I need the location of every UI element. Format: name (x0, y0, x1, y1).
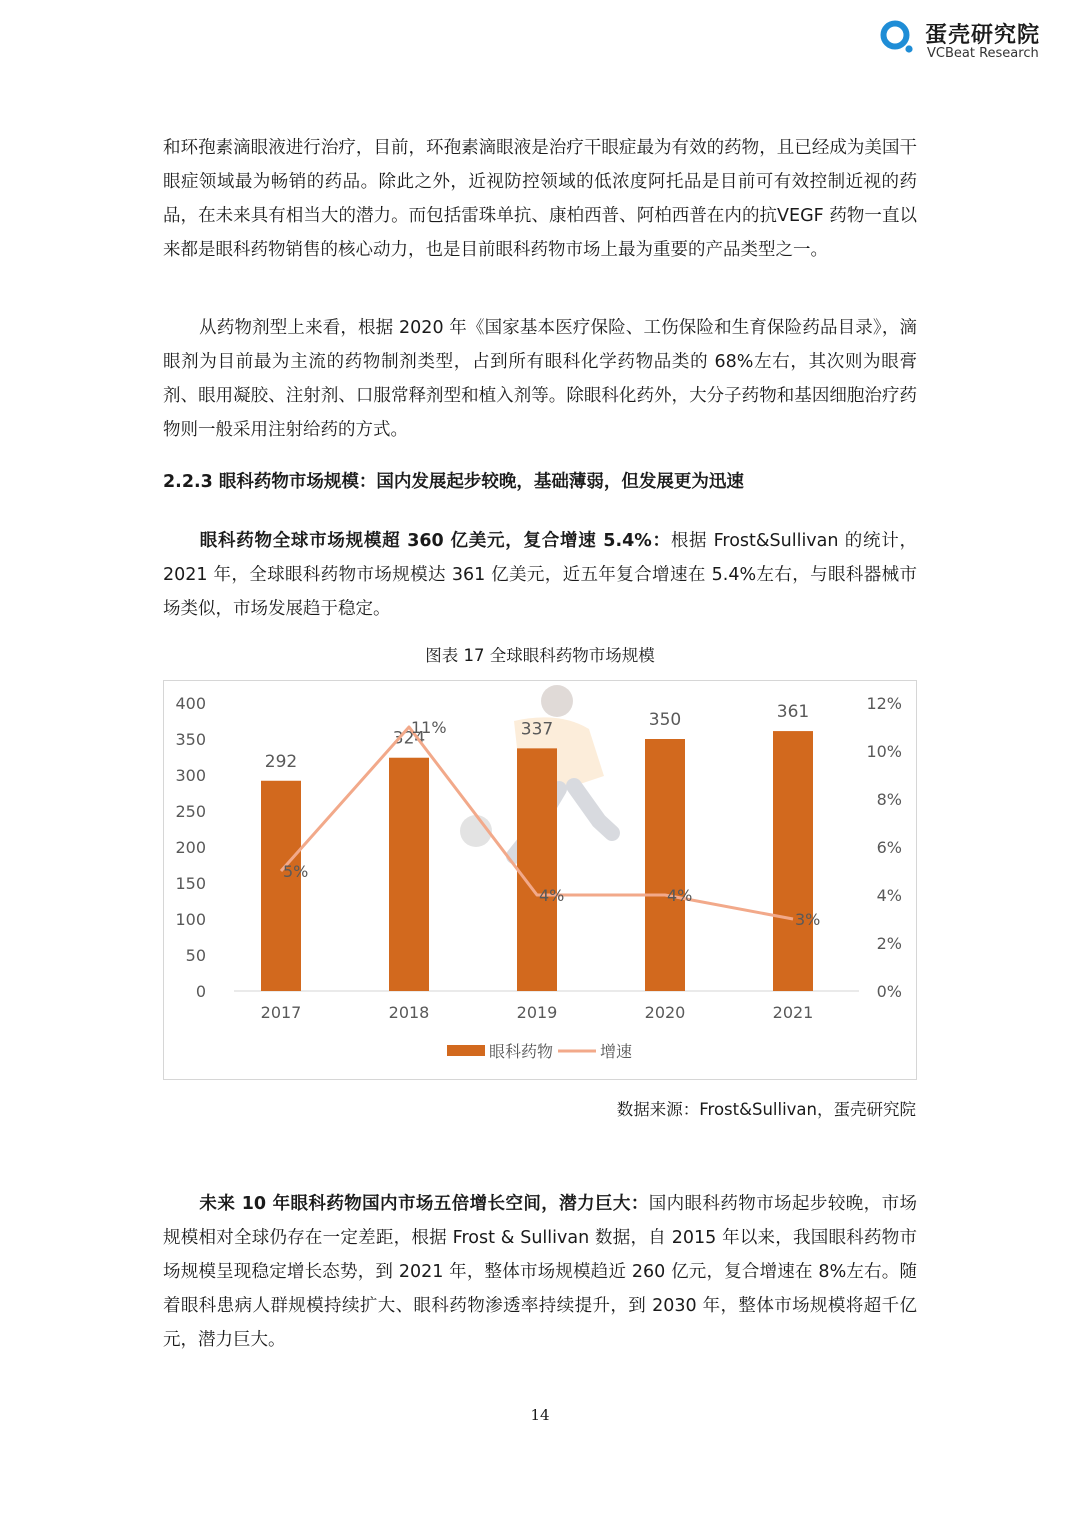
paragraph-3-lead: 眼科药物全球市场规模超 360 亿美元，复合增速 5.4%： (199, 531, 671, 551)
line-label-2017: 5% (283, 862, 309, 881)
legend-swatch-bar (447, 1045, 485, 1056)
paragraph-2-text: 从药物剂型上来看，根据 2020 年《国家基本医疗保险、工伤保险和生育保险药品目录》，滴眼剂为目前最为主流的药物制剂类型，占到所有眼科化学药物品类的 68%左右，其次则为眼膏剂、眼用凝胶、注射剂、口服常释剂型和植入剂等。除眼科化药外，大分子药物和基因细胞治疗药物则一般采用注射给药的方式。 (163, 318, 917, 440)
paragraph-3 (163, 524, 917, 626)
line-label-2021: 3% (795, 910, 821, 929)
paragraph-4 (163, 1187, 917, 1357)
paragraph-3-text: 根据 Frost&Sullivan 的统计，2021 年，全球眼科药物市场规模达 361 亿美元，近五年复合增速在 5.4%左右，与眼科器械市场类似，市场发展趋于稳定。 (163, 531, 917, 619)
figure-caption: 图表 17 全球眼科药物市场规模 (425, 646, 655, 665)
logo (880, 16, 1060, 64)
bar-label-2018: 324 (392, 728, 426, 749)
line-label-2018: 11% (411, 718, 447, 737)
y-right-tick-10pct: 10% (866, 742, 902, 761)
bar-2017 (261, 781, 301, 991)
section-heading: 2.2.3 眼科药物市场规模：国内发展起步较晚，基础薄弱，但发展更为迅速 (163, 472, 744, 492)
legend-label-bar: 眼科药物 (489, 1042, 554, 1061)
bar-2020 (645, 739, 685, 991)
x-tick-2021: 2021 (772, 1003, 814, 1022)
line-label-2019: 4% (539, 886, 565, 905)
paragraph-2 (163, 311, 917, 447)
paragraph-4-lead: 未来 10 年眼科药物国内市场五倍增长空间，潜力巨大： (199, 1194, 649, 1214)
y-left-tick-50: 50 (185, 946, 206, 965)
y-left-tick-250: 250 (175, 802, 206, 821)
bar-label-2019: 337 (520, 719, 554, 740)
y-right-tick-12pct: 12% (866, 694, 902, 713)
bar-label-2021: 361 (776, 702, 810, 723)
logo-text-cn: 蛋壳研究院 (925, 23, 1041, 48)
y-left-tick-400: 400 (175, 694, 206, 713)
paragraph-4-text: 国内眼科药物市场起步较晚，市场规模相对全球仍存在一定差距，根据 Frost & Sullivan 数据，自 2015 年以来，我国眼科药物市场规模呈现稳定增长态势，到 2021 年，整体市场规模趋近 260 亿元，复合增速在 8%左右。随着眼科患病人群规模持续扩大、眼科药物渗透率持续提升，到 2030 年，整体市场规模将超千亿元，潜力巨大。 (163, 1194, 917, 1350)
bar-2021 (773, 731, 813, 991)
logo-egg-icon (880, 20, 914, 54)
x-tick-2020: 2020 (644, 1003, 686, 1022)
y-left-tick-100: 100 (175, 910, 206, 929)
chart-frame (163, 680, 917, 1080)
x-tick-2019: 2019 (516, 1003, 558, 1022)
line-label-2020: 4% (667, 886, 693, 905)
x-tick-2017: 2017 (260, 1003, 302, 1022)
chart-legend (447, 1042, 632, 1061)
y-left-tick-200: 200 (175, 838, 206, 857)
y-left-tick-300: 300 (175, 766, 206, 785)
y-right-tick-4pct: 4% (876, 886, 902, 905)
bar-2018 (389, 758, 429, 991)
page-number: 14 (530, 1406, 550, 1424)
bar-label-2020: 350 (648, 710, 682, 730)
y-left-tick-150: 150 (175, 874, 206, 893)
logo-text-en: VCBeat Research (927, 46, 1039, 61)
y-right-tick-2pct: 2% (876, 934, 902, 953)
paragraph-1: 和环孢素滴眼液进行治疗，目前，环孢素滴眼液是治疗干眼症最为有效的药物，且已经成为美国干眼症领域最为畅销的药品。除此之外，近视防控领域的低浓度阿托品是目前可有效控制近视的药品，在未来具有相当大的潜力。而包括雷珠单抗、康柏西普、阿柏西普在内的抗VEGF 药物一直以来都是眼科药物销售的核心动力，也是目前眼科药物市场上最为重要的产品类型之一。 (163, 138, 917, 260)
y-right-tick-8pct: 8% (876, 790, 902, 809)
legend-label-line: 增速 (600, 1042, 633, 1061)
figure-source: 数据来源：Frost&Sullivan，蛋壳研究院 (616, 1100, 916, 1119)
y-left-tick-350: 350 (175, 730, 206, 749)
bar-label-2017: 292 (264, 751, 298, 772)
y-right-tick-0pct: 0% (876, 982, 902, 1001)
x-tick-2018: 2018 (388, 1003, 430, 1022)
y-left-tick-0: 0 (195, 982, 206, 1001)
market-size-chart (164, 681, 916, 1079)
y-right-tick-6pct: 6% (876, 838, 902, 857)
bar-2019 (517, 748, 557, 991)
